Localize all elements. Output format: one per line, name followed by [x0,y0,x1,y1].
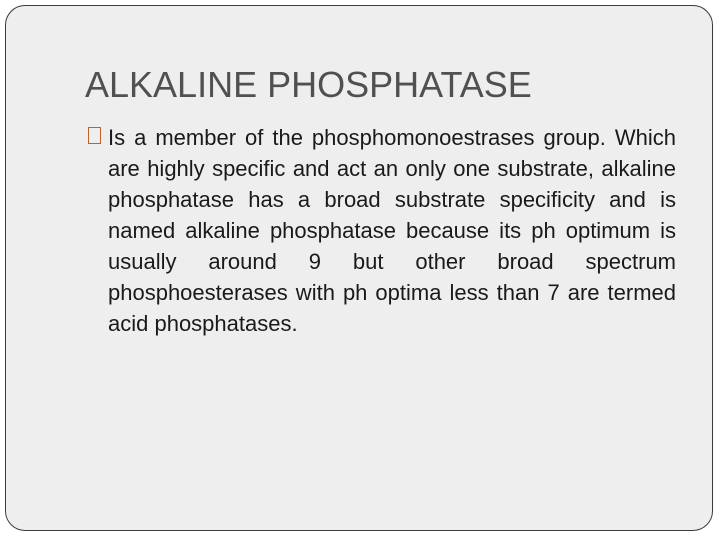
slide-title: ALKALINE PHOSPHATASE [85,64,532,105]
bullet-marker-icon [88,127,101,144]
slide-frame [5,5,713,531]
bullet-item [88,122,676,339]
bullet-text: Is a member of the phosphomonoestrases group. Which are highly specific and act an only one substrate, alkaline phosphatase has a broad substrate specificity and is named alkaline phosphatase because its ph optimum is usually around 9 but other broad spectrum phosphoesterases with ph optima less than 7 are termed acid phosphatases. [108,125,676,336]
